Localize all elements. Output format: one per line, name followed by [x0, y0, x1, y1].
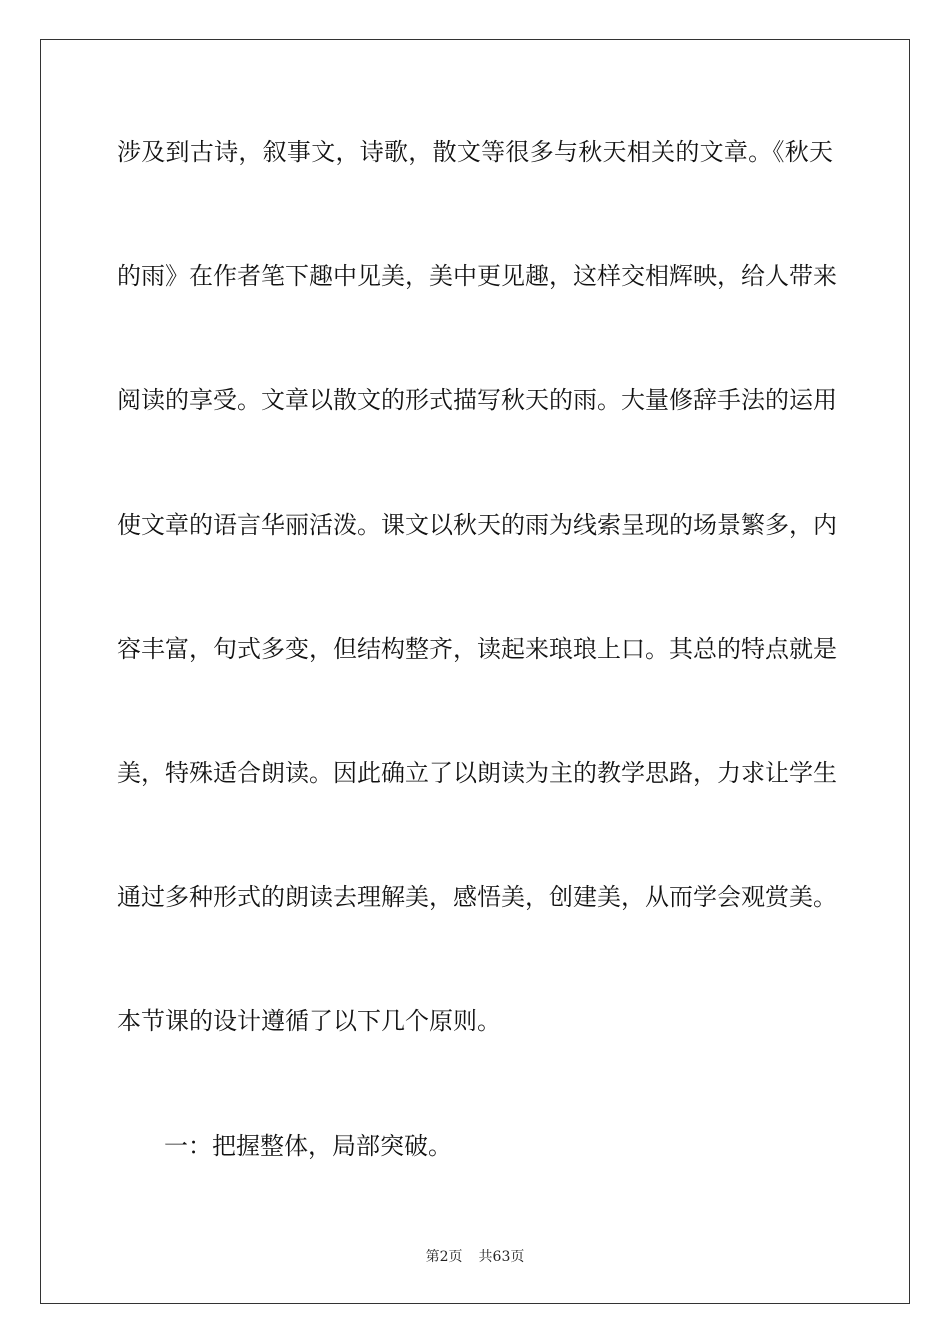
page-footer: [0, 1248, 950, 1266]
page-frame: [40, 39, 910, 1304]
paragraph-line: 的雨》在作者笔下趣中见美，美中更见趣，这样交相辉映，给人带来: [117, 262, 837, 290]
paragraph-line: 阅读的享受。文章以散文的形式描写秋天的雨。大量修辞手法的运用: [117, 386, 837, 414]
page-number: 第2页: [425, 1249, 463, 1265]
paragraph-line: 美，特殊适合朗读。因此确立了以朗读为主的教学思路，力求让学生: [117, 759, 837, 787]
paragraph-line: 通过多种形式的朗读去理解美，感悟美，创建美，从而学会观赏美。: [117, 883, 837, 911]
paragraph-line: 使文章的语言华丽活泼。课文以秋天的雨为线索呈现的场景繁多，内: [117, 511, 837, 539]
paragraph-line: 容丰富，句式多变，但结构整齐，读起来琅琅上口。其总的特点就是: [117, 635, 837, 663]
paragraph-line: 涉及到古诗，叙事文，诗歌，散文等很多与秋天相关的文章。《秋天: [117, 138, 833, 166]
paragraph-line: 本节课的设计遵循了以下几个原则。: [117, 1007, 501, 1035]
section-heading: 一：把握整体，局部突破。: [164, 1132, 452, 1160]
page-total: 共63页: [478, 1249, 525, 1265]
